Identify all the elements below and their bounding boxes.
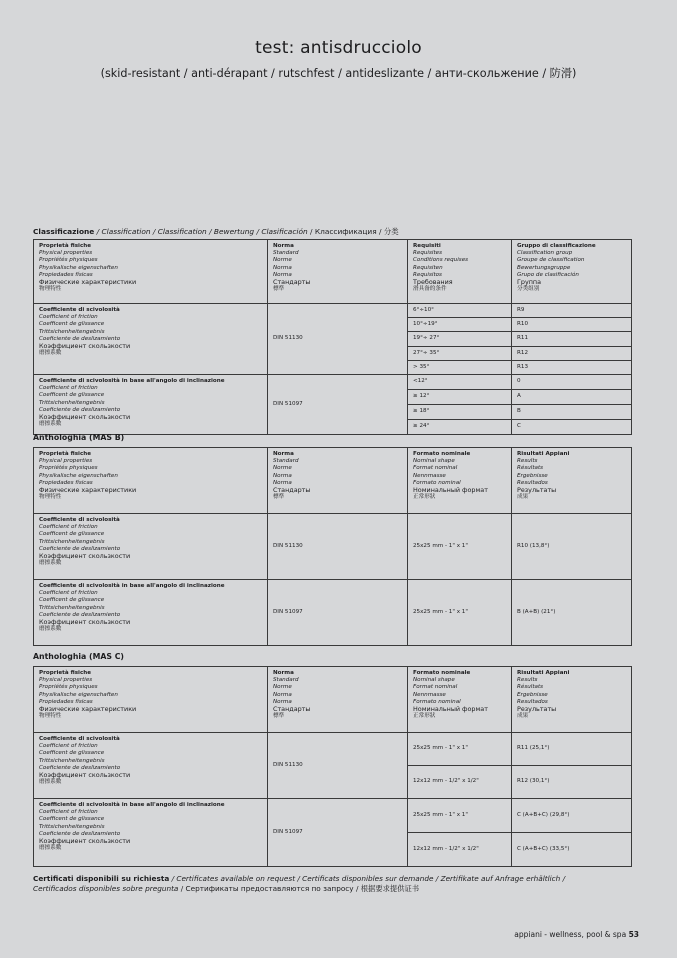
cell-line: Nennmasse — [413, 691, 446, 698]
cell-line: Standard — [273, 250, 299, 257]
cell-line: 磨擦系數 — [39, 626, 62, 633]
req-cell: ≥ 12° — [408, 390, 512, 405]
req-cell: 27°÷ 35° — [408, 346, 512, 360]
cell-line: Coefficent de glissance — [39, 531, 105, 538]
cell-line: 磨擦系數 — [39, 350, 62, 357]
cell-line: Coefficent de glissance — [39, 321, 105, 328]
norm-cell: DIN 51130 — [268, 304, 408, 375]
req-cell: ≥ 18° — [408, 405, 512, 420]
req-cell: <12° — [408, 375, 512, 390]
result-cell: C (A+B+C) (33,5°) — [512, 833, 632, 867]
cell-heading: Coefficiente di scivolosità — [39, 307, 120, 313]
cell-line: Coefficent de glissance — [39, 750, 105, 757]
cell-line: Nominal shape — [413, 458, 455, 465]
cell-line: 標準 — [273, 286, 285, 293]
cell-line: Coefficient of friction — [39, 314, 98, 321]
result-cell: B (A+B) (21°) — [512, 580, 632, 646]
cell-line: Format nominal — [413, 465, 458, 472]
result-cell: R12 (30,1°) — [512, 766, 632, 799]
cell-line: Коэффициент скользкости — [39, 771, 131, 780]
cell-line: Standard — [273, 677, 299, 684]
cell-line: Résultats — [517, 465, 544, 472]
cell-line: 正常形狀 — [413, 494, 436, 501]
prop-cell — [34, 580, 268, 646]
cell-heading: Formato nominale — [413, 451, 471, 457]
table-row — [34, 733, 632, 766]
cell-line: Norma — [273, 264, 292, 271]
norm-cell: DIN 51097 — [268, 375, 408, 435]
cell-heading: Norma — [273, 451, 294, 457]
prop-cell — [34, 799, 268, 867]
header-cell-format — [408, 667, 512, 733]
cell-heading: Requisiti — [413, 243, 441, 249]
group-cell: 0 — [512, 375, 632, 390]
table-row — [34, 304, 632, 318]
header-cell-norm — [268, 667, 408, 733]
cell-line: 標準 — [273, 713, 285, 720]
cell-line: Nennmasse — [413, 472, 446, 479]
cell-line: Formato nominal — [413, 698, 461, 705]
cell-line: 標準 — [273, 494, 285, 501]
cell-line: Trittsichenheitengebnis — [39, 328, 105, 335]
group-cell: A — [512, 390, 632, 405]
group-cell: R11 — [512, 332, 632, 346]
cell-line: Grupo de clasificación — [517, 271, 579, 278]
cell-line: Номинальный формат — [413, 486, 488, 495]
cell-heading: Formato nominale — [413, 670, 471, 676]
cell-heading: Norma — [273, 670, 294, 676]
cell-line: Bewertungsgruppe — [517, 264, 571, 271]
cell-line: Coefficient of friction — [39, 385, 98, 392]
cell-line: Coeficiente de deslizamiento — [39, 406, 121, 413]
cell-line: Propriétés physiques — [39, 684, 98, 691]
mas-b-title: Anthologhia (MAS B) — [33, 433, 125, 442]
cell-line: Coefficient of friction — [39, 524, 98, 531]
cell-line: 分类组别 — [517, 286, 540, 293]
group-cell: R12 — [512, 346, 632, 360]
cell-line: Norme — [273, 465, 292, 472]
header-cell-group — [512, 240, 632, 304]
cell-line: Propriétés physiques — [39, 257, 98, 264]
cell-line: Standard — [273, 458, 299, 465]
req-cell: 19°÷ 27° — [408, 332, 512, 346]
cell-heading: Coefficiente di scivolosità in base all'angolo di inclinazione — [39, 583, 225, 589]
cell-line: Физические характеристики — [39, 486, 137, 495]
cell-line: Коэффициент скользкости — [39, 837, 131, 846]
certificates-note — [33, 874, 633, 895]
cell-line: 成果 — [517, 713, 529, 720]
cell-line: Результаты — [517, 705, 557, 714]
norm-cell: DIN 51097 — [268, 580, 408, 646]
cell-line: Coefficient of friction — [39, 809, 98, 816]
cell-line: Coeficiente de deslizamiento — [39, 764, 121, 771]
cell-line: Classification group — [517, 250, 573, 257]
cell-line: Physikalische eigenschaften — [39, 264, 118, 271]
cell-line: Результаты — [517, 486, 557, 495]
cell-line: 磨擦系數 — [39, 779, 62, 786]
cell-heading: Proprietà fisiche — [39, 670, 92, 676]
cell-line: 滑具备的条件 — [413, 286, 447, 293]
cell-line: Results — [517, 458, 538, 465]
cell-line: Coefficient of friction — [39, 743, 98, 750]
group-cell: C — [512, 420, 632, 435]
page-title: test: antisdrucciolo — [255, 38, 422, 58]
cell-line: Стандарты — [273, 278, 311, 287]
cell-line: Физические характеристики — [39, 278, 137, 287]
req-cell: 10°÷19° — [408, 318, 512, 332]
certificates-line1: / Certificates available on request / Certificats disponibles sur demande / Zertifikate auf Anfrage erhältlich / — [169, 874, 566, 883]
cell-line: 物理特性 — [39, 286, 62, 293]
cell-line: Группа — [517, 278, 542, 287]
header-cell-prop — [34, 240, 268, 304]
cell-heading: Proprietà fisiche — [39, 243, 92, 249]
mas-b-table — [33, 447, 632, 646]
result-cell: R11 (25,1°) — [512, 733, 632, 766]
cell-line: Norma — [273, 271, 292, 278]
format-cell: 25x25 mm - 1" x 1" — [408, 514, 512, 580]
cell-line: 磨擦系數 — [39, 560, 62, 567]
cell-line: Стандарты — [273, 705, 311, 714]
certificates-line2-italic: Certificados disponibles sobre pregunta — [33, 884, 179, 894]
cell-line: 正常形狀 — [413, 713, 436, 720]
cell-line: Coefficent de glissance — [39, 392, 105, 399]
cell-line: Groupe de classification — [517, 257, 585, 264]
norm-cell: DIN 51130 — [268, 733, 408, 799]
mas-c-table — [33, 666, 632, 867]
header-cell-req — [408, 240, 512, 304]
page-footer — [514, 930, 639, 939]
cell-line: Coeficiente de deslizamiento — [39, 335, 121, 342]
cell-line: Norme — [273, 684, 292, 691]
format-cell: 25x25 mm - 1" x 1" — [408, 580, 512, 646]
cell-line: Formato nominal — [413, 479, 461, 486]
req-cell: ≥ 24° — [408, 420, 512, 435]
certificates-line2-rest: / Сертификаты предоставляются по запросу / 根据要求提供证书 — [178, 884, 420, 894]
cell-line: Номинальный формат — [413, 705, 488, 714]
prop-cell — [34, 514, 268, 580]
cell-line: 成果 — [517, 494, 529, 501]
page-number: 53 — [628, 930, 639, 939]
cell-line: Resultados — [517, 698, 548, 705]
group-cell: R13 — [512, 360, 632, 374]
cell-line: Коэффициент скользкости — [39, 413, 131, 422]
format-cell: 25x25 mm - 1" x 1" — [408, 799, 512, 833]
classification-table — [33, 239, 632, 435]
req-cell: > 35° — [408, 360, 512, 374]
classification-heading-tail: / Классификация / 分类 — [307, 227, 399, 236]
cell-heading: Norma — [273, 243, 294, 249]
cell-heading: Coefficiente di scivolosità — [39, 736, 120, 742]
table-header-row — [34, 448, 632, 514]
cell-line: Coeficiente de deslizamiento — [39, 611, 121, 618]
cell-line: Coeficiente de deslizamiento — [39, 545, 121, 552]
header-cell-format — [408, 448, 512, 514]
cell-line: Trittsichenheitengebnis — [39, 757, 105, 764]
norm-cell: DIN 51130 — [268, 514, 408, 580]
table-row — [34, 799, 632, 833]
cell-line: Propiedades físicas — [39, 479, 93, 486]
cell-line: Physical properties — [39, 458, 93, 465]
cell-line: Коэффициент скользкости — [39, 342, 131, 351]
cell-line: Norme — [273, 257, 292, 264]
cell-line: Trittsichenheitengebnis — [39, 538, 105, 545]
cell-line: Коэффициент скользкости — [39, 552, 131, 561]
mas-c-title: Anthologhia (MAS C) — [33, 652, 125, 661]
cell-line: Coefficent de glissance — [39, 597, 105, 604]
cell-line: Propriétés physiques — [39, 465, 98, 472]
cell-line: Norma — [273, 472, 292, 479]
cell-line: Resultados — [517, 479, 548, 486]
cell-heading: Coefficiente di scivolosità — [39, 517, 120, 523]
prop-cell — [34, 304, 268, 375]
cell-line: Стандарты — [273, 486, 311, 495]
req-cell: 6°÷10° — [408, 304, 512, 318]
cell-line: Format nominal — [413, 684, 458, 691]
cell-line: Conditions requises — [413, 257, 469, 264]
header-cell-prop — [34, 667, 268, 733]
cell-line: Trittsichenheitengebnis — [39, 604, 105, 611]
norm-cell: DIN 51097 — [268, 799, 408, 867]
cell-line: Physikalische eigenschaften — [39, 691, 118, 698]
cell-line: Ergebnisse — [517, 472, 548, 479]
group-cell: R10 — [512, 318, 632, 332]
classification-heading-bold: Classificazione — [33, 227, 95, 236]
format-cell: 12x12 mm - 1/2" x 1/2" — [408, 766, 512, 799]
group-cell: R9 — [512, 304, 632, 318]
table-header-row — [34, 667, 632, 733]
header-cell-result — [512, 448, 632, 514]
classification-heading-rest: / Classification / Classification / Bewertung / Clasificación — [94, 227, 308, 236]
cell-line: Results — [517, 677, 538, 684]
prop-cell — [34, 375, 268, 435]
group-cell: B — [512, 405, 632, 420]
cell-line: Norma — [273, 698, 292, 705]
table-row — [34, 375, 632, 390]
cell-line: Физические характеристики — [39, 705, 137, 714]
cell-line: Trittsichenheitengebnis — [39, 823, 105, 830]
result-cell: C (A+B+C) (29,8°) — [512, 799, 632, 833]
cell-heading: Coefficiente di scivolosità in base all'angolo di inclinazione — [39, 802, 225, 808]
cell-line: Коэффициент скользкости — [39, 618, 131, 627]
cell-line: Requisites — [413, 250, 442, 257]
classification-heading — [33, 226, 399, 237]
cell-line: Ergebnisse — [517, 691, 548, 698]
cell-line: Physical properties — [39, 677, 93, 684]
cell-line: Requisiten — [413, 264, 443, 271]
cell-line: Propiedades físicas — [39, 698, 93, 705]
cell-line: Physikalische eigenschaften — [39, 472, 118, 479]
page-subtitle: (skid-resistant / anti-dérapant / rutschfest / antideslizante / анти-скольжение / 防滑) — [100, 67, 577, 80]
format-cell: 12x12 mm - 1/2" x 1/2" — [408, 833, 512, 867]
table-row — [34, 514, 632, 580]
cell-line: Nominal shape — [413, 677, 455, 684]
header-cell-prop — [34, 448, 268, 514]
cell-heading: Risultati Appiani — [517, 451, 570, 457]
table-row — [34, 580, 632, 646]
cell-line: Trittsichenheitengebnis — [39, 399, 105, 406]
header-cell-norm — [268, 240, 408, 304]
cell-line: Propiedades físicas — [39, 271, 93, 278]
cell-line: Coefficient of friction — [39, 590, 98, 597]
cell-line: Résultats — [517, 684, 544, 691]
cell-line: Norma — [273, 691, 292, 698]
cell-line: Coefficent de glissance — [39, 816, 105, 823]
cell-line: Norma — [273, 479, 292, 486]
cell-line: Physical properties — [39, 250, 93, 257]
result-cell: R10 (13,8°) — [512, 514, 632, 580]
cell-heading: Risultati Appiani — [517, 670, 570, 676]
cell-line: 磨擦系數 — [39, 421, 62, 428]
cell-line: 磨擦系數 — [39, 845, 62, 852]
cell-line: Coeficiente de deslizamiento — [39, 830, 121, 837]
header-cell-norm — [268, 448, 408, 514]
cell-heading: Coefficiente di scivolosità in base all'angolo di inclinazione — [39, 378, 225, 385]
cell-heading: Gruppo di classificazione — [517, 243, 596, 249]
cell-line: Requisitos — [413, 271, 442, 278]
prop-cell — [34, 733, 268, 799]
cell-line: 物理特性 — [39, 713, 62, 720]
certificates-bold: Certificati disponibili su richiesta — [33, 874, 170, 883]
cell-line: 物理特性 — [39, 494, 62, 501]
format-cell: 25x25 mm - 1" x 1" — [408, 733, 512, 766]
cell-line: Требования — [413, 278, 453, 287]
table-header-row — [34, 240, 632, 304]
cell-heading: Proprietà fisiche — [39, 451, 92, 457]
header-cell-result — [512, 667, 632, 733]
footer-brand: appiani - wellness, pool & spa — [514, 930, 627, 939]
